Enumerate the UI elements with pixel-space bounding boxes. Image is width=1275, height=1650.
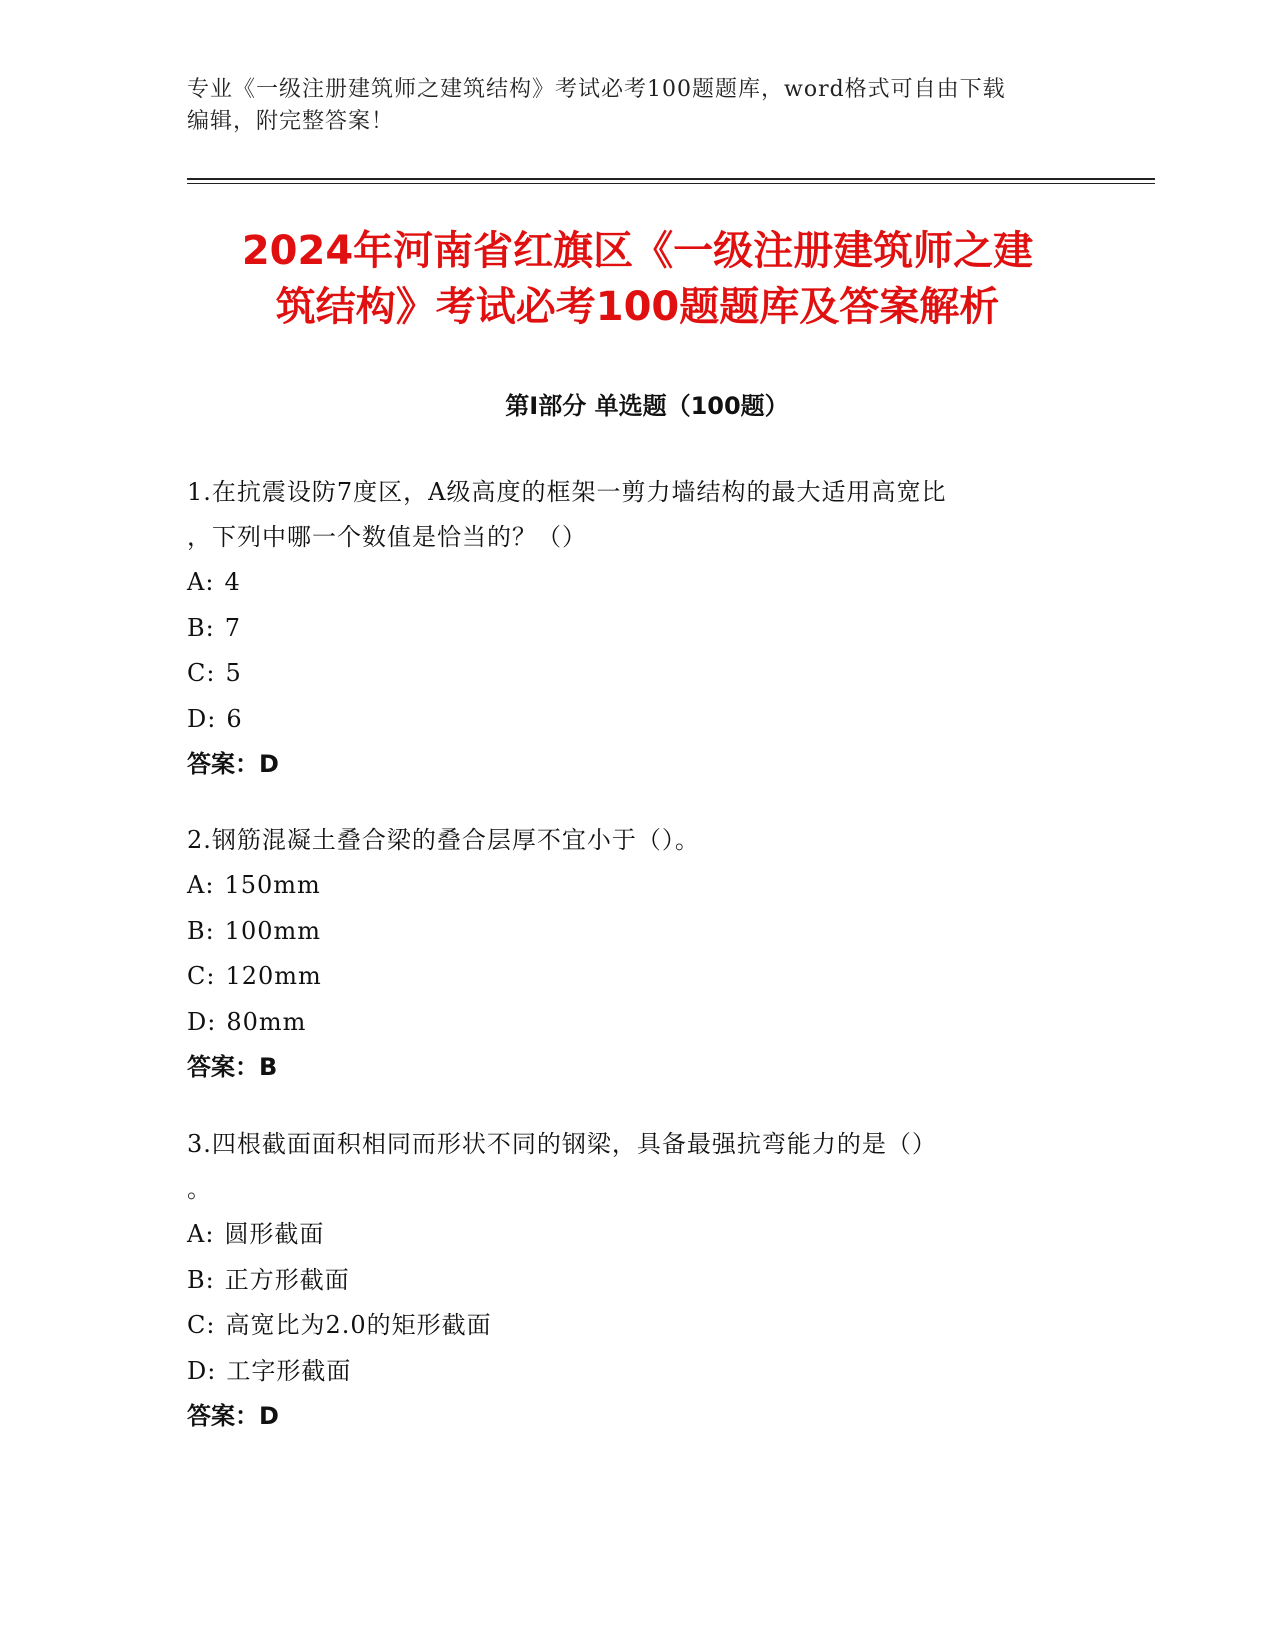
option-value: 6 bbox=[226, 704, 243, 733]
option-separator: : bbox=[207, 1356, 217, 1385]
option-value: 高宽比为2.0的矩形截面 bbox=[225, 1311, 492, 1339]
option-letter: C bbox=[187, 962, 207, 990]
question-text-line-2: ，下列中哪一个数值是恰当的？（） bbox=[187, 523, 587, 551]
option-separator: : bbox=[206, 1311, 216, 1339]
option-letter: A bbox=[187, 568, 206, 596]
answer-value: D bbox=[259, 750, 279, 778]
option-letter: D bbox=[187, 1007, 208, 1036]
option-b bbox=[187, 606, 1097, 652]
option-separator: : bbox=[205, 568, 215, 596]
option-separator: : bbox=[205, 613, 215, 642]
option-value: 7 bbox=[224, 613, 242, 642]
option-separator: : bbox=[205, 916, 215, 945]
answer-label: 答案： bbox=[187, 1053, 259, 1081]
answer-line bbox=[187, 1045, 1097, 1090]
option-value: 100mm bbox=[224, 916, 322, 945]
option-letter: B bbox=[187, 1265, 206, 1294]
option-letter: B bbox=[187, 916, 206, 945]
option-value: 工字形截面 bbox=[226, 1356, 352, 1385]
question-text-line-1: 2.钢筋混凝土叠合梁的叠合层厚不宜小于（）。 bbox=[187, 826, 700, 854]
document-title-line-2: 筑结构》考试必考100题题库及答案解析 bbox=[275, 284, 1000, 330]
answer-line bbox=[187, 1394, 1097, 1439]
option-value: 正方形截面 bbox=[224, 1265, 350, 1294]
option-letter: A bbox=[187, 871, 206, 899]
answer-value: D bbox=[259, 1402, 279, 1430]
option-b bbox=[187, 1258, 1097, 1304]
option-separator: : bbox=[205, 871, 215, 899]
header-rule-thick bbox=[187, 178, 1155, 180]
option-a bbox=[187, 863, 1097, 909]
option-letter: C bbox=[187, 1311, 207, 1339]
option-letter: B bbox=[187, 613, 206, 642]
option-c bbox=[187, 954, 1097, 1000]
question-text-line-2: 。 bbox=[187, 1175, 212, 1203]
section-title: 第Ⅰ部分 单选题（100题） bbox=[505, 392, 789, 420]
document-title-line-1: 2024年河南省红旗区《一级注册建筑师之建 bbox=[241, 228, 1034, 274]
option-letter: D bbox=[187, 704, 208, 733]
answer-line bbox=[187, 742, 1097, 787]
option-a bbox=[187, 1212, 1097, 1258]
option-separator: : bbox=[206, 659, 216, 687]
answer-value: B bbox=[259, 1053, 278, 1081]
option-b bbox=[187, 909, 1097, 955]
option-value: 80mm bbox=[226, 1007, 307, 1036]
question-2 bbox=[187, 818, 1097, 1090]
option-value: 4 bbox=[224, 568, 241, 596]
option-separator: : bbox=[206, 962, 216, 990]
document-title bbox=[160, 223, 1115, 335]
option-d bbox=[187, 1349, 1097, 1395]
option-value: 圆形截面 bbox=[224, 1220, 325, 1248]
question-3 bbox=[187, 1122, 1097, 1439]
option-letter: D bbox=[187, 1356, 208, 1385]
header-note-line-2: 编辑，附完整答案！ bbox=[187, 109, 395, 134]
header-note-line-1: 专业《一级注册建筑师之建筑结构》考试必考100题题库，word格式可自由下载 bbox=[187, 77, 1006, 102]
answer-label: 答案： bbox=[187, 750, 259, 778]
option-letter: A bbox=[187, 1220, 206, 1248]
option-c bbox=[187, 1303, 1097, 1349]
question-text-line-1: 3.四根截面面积相同而形状不同的钢梁，具备最强抗弯能力的是（） bbox=[187, 1130, 937, 1158]
option-separator: : bbox=[207, 1007, 217, 1036]
option-value: 150mm bbox=[224, 871, 321, 899]
question-1 bbox=[187, 470, 1097, 787]
option-d bbox=[187, 697, 1097, 743]
option-value: 120mm bbox=[225, 962, 322, 990]
question-text-line-1: 1.在抗震设防7度区，A级高度的框架一剪力墙结构的最大适用高宽比 bbox=[187, 478, 947, 506]
option-d bbox=[187, 1000, 1097, 1046]
option-value: 5 bbox=[225, 659, 242, 687]
answer-label: 答案： bbox=[187, 1402, 259, 1430]
option-separator: : bbox=[205, 1265, 215, 1294]
option-letter: C bbox=[187, 659, 207, 687]
header-rule-thin bbox=[187, 183, 1155, 184]
option-separator: : bbox=[205, 1220, 215, 1248]
option-c bbox=[187, 651, 1097, 697]
option-a bbox=[187, 560, 1097, 606]
option-separator: : bbox=[207, 704, 217, 733]
header-note bbox=[187, 74, 1087, 138]
